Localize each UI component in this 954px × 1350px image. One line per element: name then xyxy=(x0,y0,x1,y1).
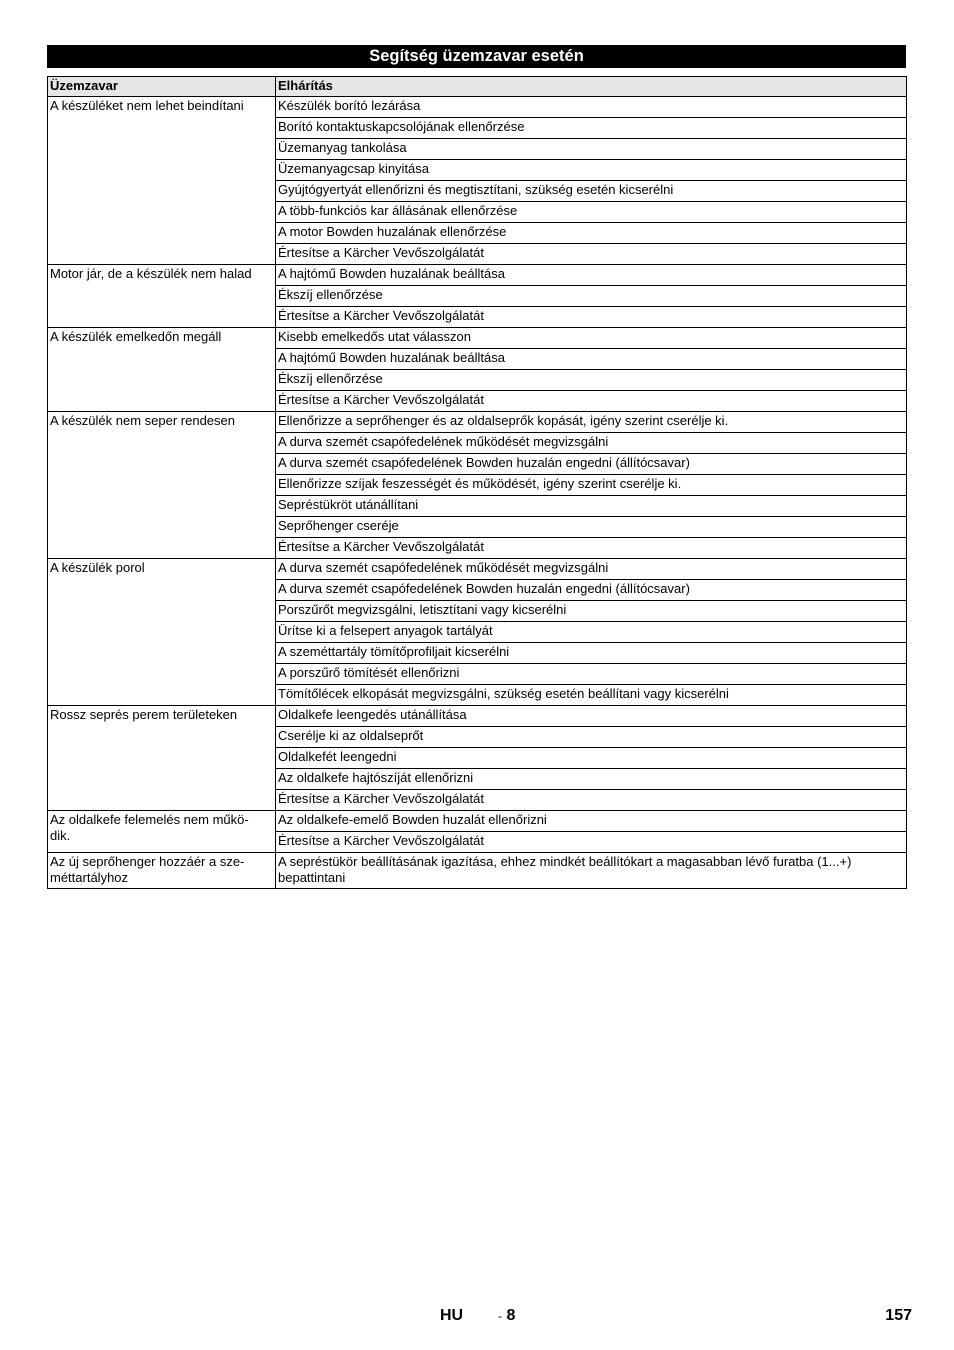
remedy-cell: Értesítse a Kärcher Vevőszolgálatát xyxy=(276,538,907,559)
fault-cell: A készüléket nem lehet beindítani xyxy=(48,97,276,265)
footer-language: HU xyxy=(440,1307,464,1324)
table-row xyxy=(48,706,907,727)
remedy-cell: Ellenőrizze szíjak feszességét és működését, igény szerint cserélje ki. xyxy=(276,475,907,496)
remedy-cell: Értesítse a Kärcher Vevőszolgálatát xyxy=(276,790,907,811)
footer-dash: - xyxy=(498,1309,502,1323)
remedy-cell: Ürítse ki a felsepert anyagok tartályát xyxy=(276,622,907,643)
remedy-cell: Borító kontaktuskapcsolójának ellenőrzése xyxy=(276,118,907,139)
remedy-cell: Ékszíj ellenőrzése xyxy=(276,286,907,307)
remedy-cell: A durva szemét csapófedelének működését megvizsgálni xyxy=(276,433,907,454)
footer-section-number: 8 xyxy=(506,1307,516,1324)
remedy-cell: A hajtómű Bowden huzalának beálltása xyxy=(276,265,907,286)
remedy-cell: A durva szemét csapófedelének Bowden huzalán engedni (állítócsavar) xyxy=(276,580,907,601)
column-header-remedy: Elhárítás xyxy=(276,77,907,97)
remedy-cell: Ellenőrizze a seprőhenger és az oldalseprők kopását, igény szerint cserélje ki. xyxy=(276,412,907,433)
remedy-cell: A sepréstükör beállításának igazítása, ehhez mindkét beállítókart a magasabban lévő furatba (1...+) bepattintani xyxy=(276,853,907,889)
remedy-cell: Értesítse a Kärcher Vevőszolgálatát xyxy=(276,391,907,412)
table-row xyxy=(48,265,907,286)
remedy-cell: Az oldalkefe-emelő Bowden huzalát ellenőrizni xyxy=(276,811,907,832)
table-row xyxy=(48,559,907,580)
remedy-cell: A motor Bowden huzalának ellenőrzése xyxy=(276,223,907,244)
table-row xyxy=(48,853,907,889)
table-header-row xyxy=(48,77,907,97)
footer-section-page xyxy=(498,1307,515,1325)
remedy-cell: Üzemanyag tankolása xyxy=(276,139,907,160)
table-row xyxy=(48,328,907,349)
remedy-cell: Üzemanyagcsap kinyitása xyxy=(276,160,907,181)
remedy-cell: A szeméttartály tömítőprofiljait kicserélni xyxy=(276,643,907,664)
fault-cell: A készülék porol xyxy=(48,559,276,706)
remedy-cell: A hajtómű Bowden huzalának beálltása xyxy=(276,349,907,370)
remedy-cell: Értesítse a Kärcher Vevőszolgálatát xyxy=(276,832,907,853)
fault-cell: A készülék nem seper rendesen xyxy=(48,412,276,559)
remedy-cell: A több-funkciós kar állásának ellenőrzése xyxy=(276,202,907,223)
table-row xyxy=(48,97,907,118)
remedy-cell: A porszűrő tömítését ellenőrizni xyxy=(276,664,907,685)
remedy-cell: A durva szemét csapófedelének működését megvizsgálni xyxy=(276,559,907,580)
remedy-cell: Gyújtógyertyát ellenőrizni és megtisztítani, szükség esetén kicserélni xyxy=(276,181,907,202)
fault-cell: Az oldalkefe felemelés nem műkö- dik. xyxy=(48,811,276,853)
remedy-cell: Oldalkefét leengedni xyxy=(276,748,907,769)
fault-cell: A készülék emelkedőn megáll xyxy=(48,328,276,412)
remedy-cell: Seprőhenger cseréje xyxy=(276,517,907,538)
remedy-cell: Oldalkefe leengedés utánállítása xyxy=(276,706,907,727)
remedy-cell: Az oldalkefe hajtószíját ellenőrizni xyxy=(276,769,907,790)
table-body xyxy=(48,97,907,889)
remedy-cell: Sepréstükröt utánállítani xyxy=(276,496,907,517)
remedy-cell: Tömítőlécek elkopását megvizsgálni, szükség esetén beállítani vagy kicserélni xyxy=(276,685,907,706)
remedy-cell: Készülék borító lezárása xyxy=(276,97,907,118)
remedy-cell: Értesítse a Kärcher Vevőszolgálatát xyxy=(276,307,907,328)
remedy-cell: Kisebb emelkedős utat válasszon xyxy=(276,328,907,349)
fault-cell: Az új seprőhenger hozzáér a sze- méttartályhoz xyxy=(48,853,276,889)
page-title: Segítség üzemzavar esetén xyxy=(47,45,906,68)
fault-cell: Rossz seprés perem területeken xyxy=(48,706,276,811)
footer-page-number: 157 xyxy=(885,1307,912,1324)
remedy-cell: Értesítse a Kärcher Vevőszolgálatát xyxy=(276,244,907,265)
remedy-cell: Porszűrőt megvizsgálni, letisztítani vagy kicserélni xyxy=(276,601,907,622)
remedy-cell: Cserélje ki az oldalseprőt xyxy=(276,727,907,748)
remedy-cell: Ékszíj ellenőrzése xyxy=(276,370,907,391)
column-header-fault: Üzemzavar xyxy=(48,77,276,97)
troubleshooting-table xyxy=(47,76,907,889)
fault-cell: Motor jár, de a készülék nem halad xyxy=(48,265,276,328)
remedy-cell: A durva szemét csapófedelének Bowden huzalán engedni (állítócsavar) xyxy=(276,454,907,475)
table-row xyxy=(48,811,907,832)
table-row xyxy=(48,412,907,433)
